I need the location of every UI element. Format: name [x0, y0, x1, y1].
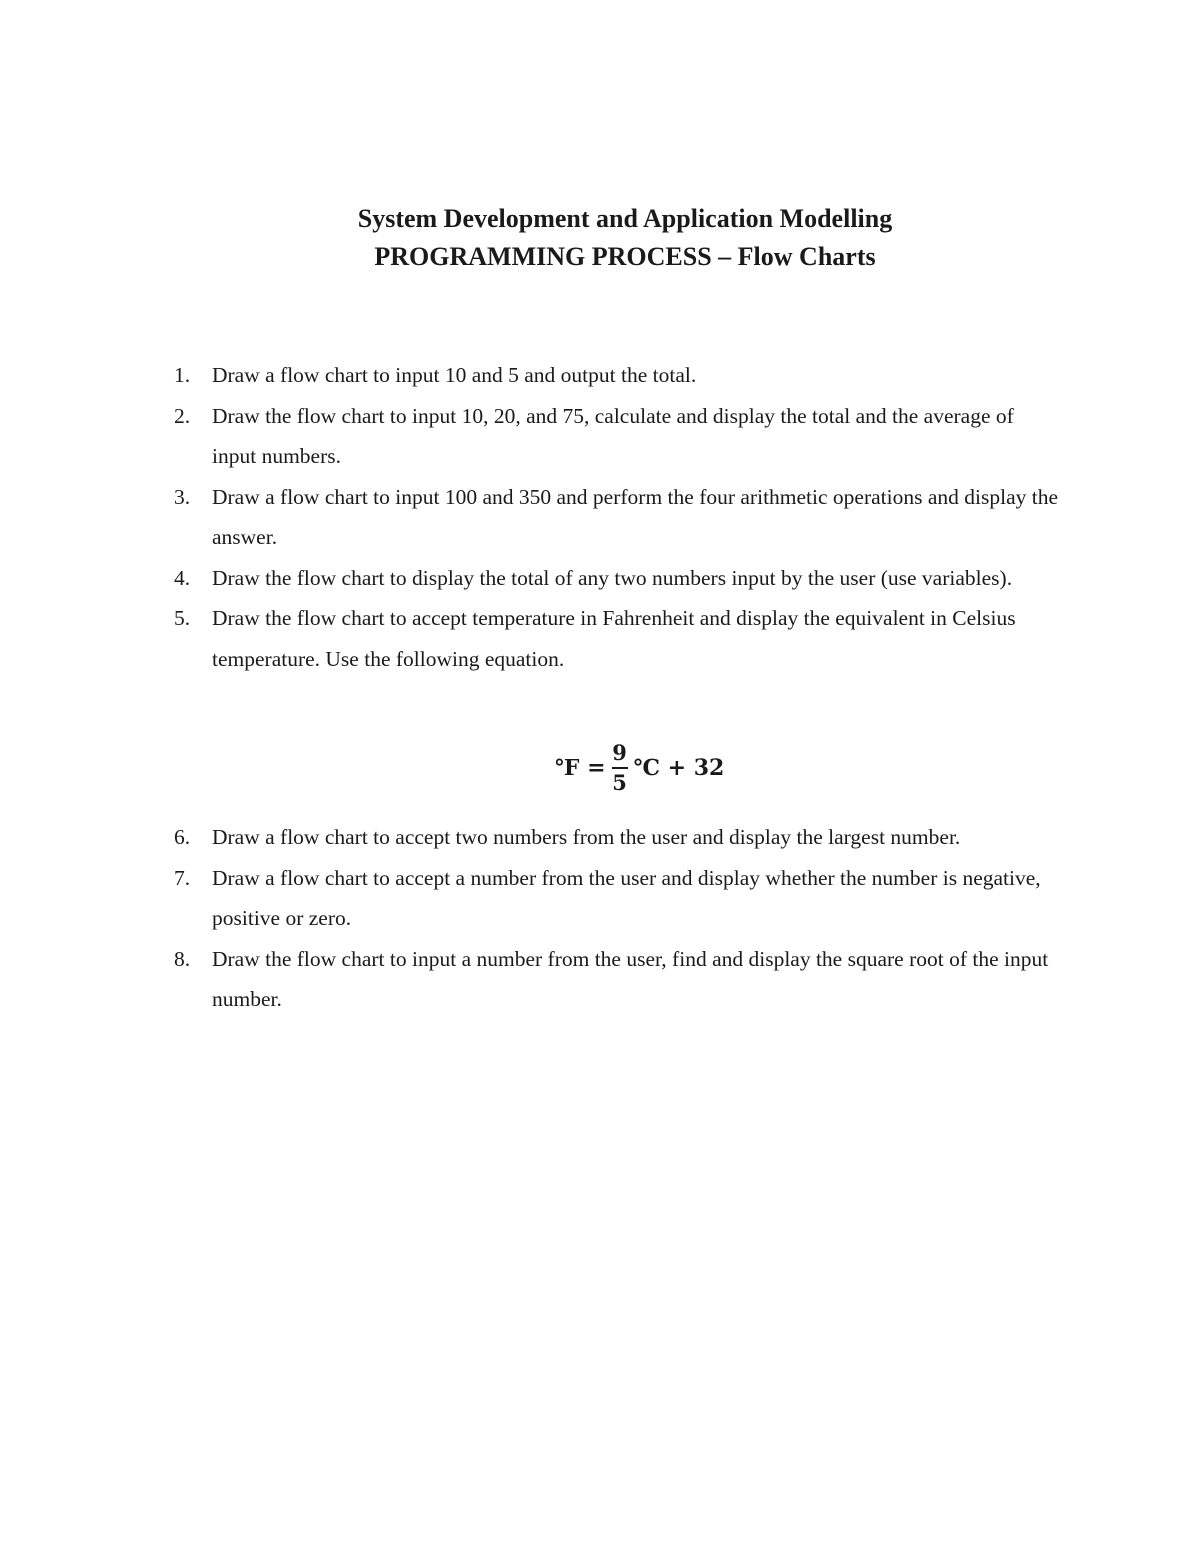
- question-text: Draw the flow chart to accept temperature in Fahrenheit and display the equivalent in Celsius temperature. Use the following equation.: [212, 606, 1016, 671]
- question-text: Draw the flow chart to display the total of any two numbers input by the user (use variables).: [212, 565, 1013, 590]
- document-title: [0, 200, 1200, 276]
- question-number: 4.: [174, 565, 191, 590]
- title-line-2: PROGRAMMING PROCESS – Flow Charts: [374, 242, 876, 271]
- fraction-bar: [612, 767, 628, 769]
- question-item: [174, 598, 1062, 679]
- question-number: 2.: [174, 403, 191, 428]
- question-text: Draw the flow chart to input 10, 20, and 75, calculate and display the total and the average of input numbers.: [212, 403, 1014, 468]
- question-number: 7.: [174, 865, 191, 890]
- question-text: Draw a flow chart to input 10 and 5 and output the total.: [212, 363, 697, 387]
- formula-rhs: ℃ + 32: [633, 755, 725, 781]
- temperature-formula: [555, 738, 724, 798]
- question-text: Draw a flow chart to input 100 and 350 and perform the four arithmetic operations and display the answer.: [212, 484, 1059, 549]
- formula-denominator: 5: [612, 770, 627, 795]
- question-item: [174, 817, 1062, 858]
- question-number: 5.: [174, 606, 191, 630]
- formula-fraction: [612, 741, 628, 795]
- question-text: Draw a flow chart to accept a number from the user and display whether the number is negative, positive or zero.: [212, 865, 1041, 930]
- question-item: [174, 396, 1062, 477]
- question-item: [174, 939, 1062, 1020]
- question-item: [174, 558, 1062, 599]
- question-list-lower: [174, 817, 1062, 1020]
- title-line-1: System Development and Application Modelling: [357, 204, 893, 233]
- question-number: 3.: [174, 484, 191, 509]
- question-list-upper: [174, 355, 1062, 679]
- question-item: [174, 355, 1062, 396]
- formula-lhs: ℉ =: [555, 755, 606, 781]
- question-item: [174, 477, 1062, 558]
- question-number: 1.: [174, 363, 191, 387]
- question-item: [174, 858, 1062, 939]
- question-text: Draw a flow chart to accept two numbers from the user and display the largest number.: [212, 825, 961, 849]
- formula-numerator: 9: [612, 740, 627, 765]
- question-text: Draw the flow chart to input a number from the user, find and display the square root of the input number.: [212, 946, 1049, 1011]
- question-number: 8.: [174, 946, 191, 971]
- question-number: 6.: [174, 825, 191, 849]
